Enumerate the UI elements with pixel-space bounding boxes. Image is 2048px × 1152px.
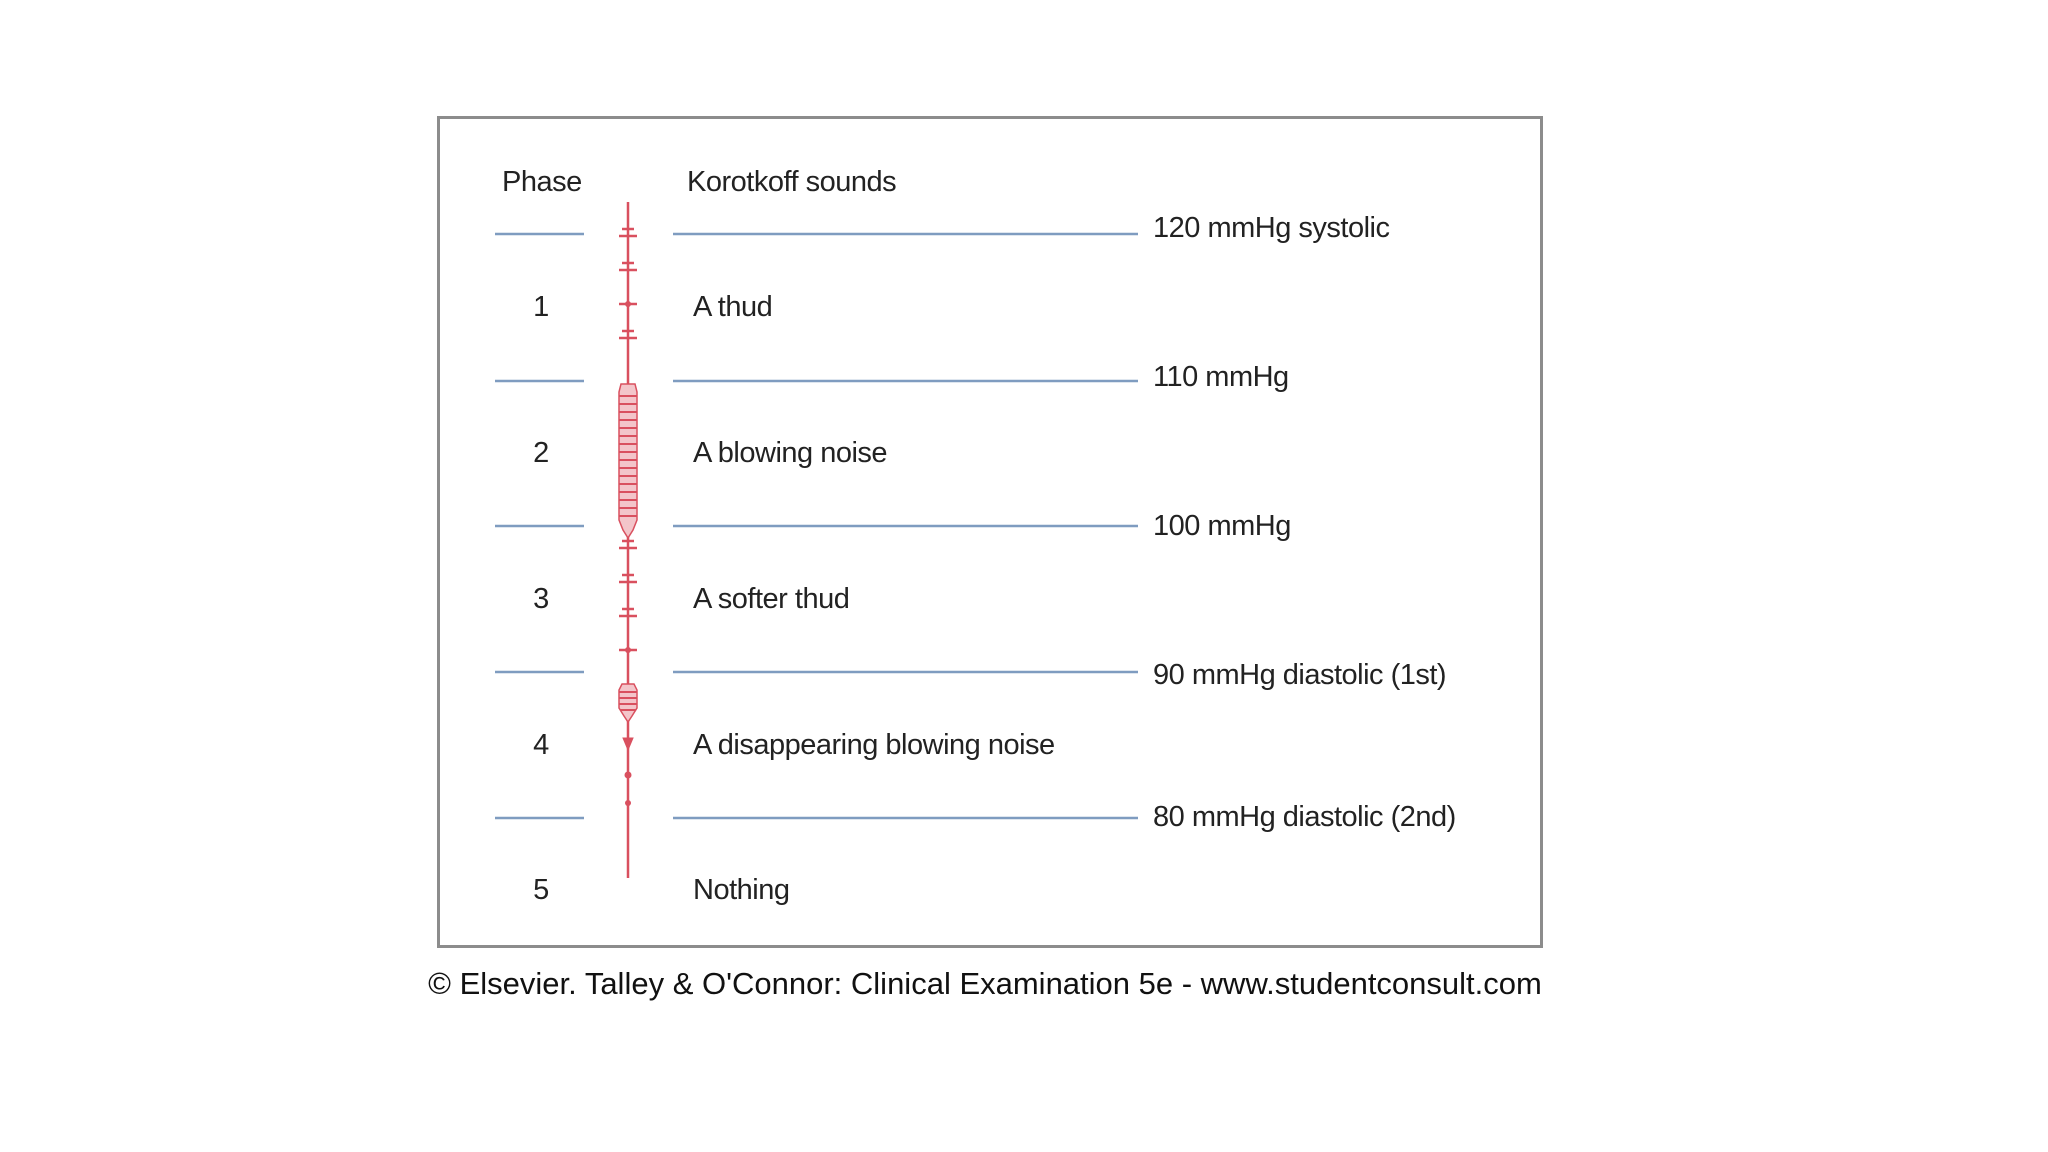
phase-number-1: 1 <box>533 291 549 323</box>
phase-header: Phase <box>502 166 582 198</box>
phase2-blowing-band <box>619 384 637 538</box>
sound-description-1: A thud <box>693 291 773 323</box>
sound-description-5: Nothing <box>693 874 790 906</box>
pressure-label-90: 90 mmHg diastolic (1st) <box>1153 659 1447 691</box>
sound-trace <box>619 202 637 878</box>
pressure-label-110: 110 mmHg <box>1153 361 1289 393</box>
phase-number-5: 5 <box>533 874 549 906</box>
phase-number-4: 4 <box>533 729 549 761</box>
pressure-label-80: 80 mmHg diastolic (2nd) <box>1153 801 1456 833</box>
sound-description-3: A softer thud <box>693 583 850 615</box>
copyright-caption: © Elsevier. Talley & O'Connor: Clinical Examination 5e - www.studentconsult.com <box>428 966 1542 1001</box>
pressure-label-100: 100 mmHg <box>1153 510 1291 542</box>
phase-number-3: 3 <box>533 583 549 615</box>
pressure-label-120: 120 mmHg systolic <box>1153 212 1390 244</box>
sound-description-2: A blowing noise <box>693 437 888 469</box>
sound-description-4: A disappearing blowing noise <box>693 729 1055 761</box>
phase-number-2: 2 <box>533 437 549 469</box>
sounds-header: Korotkoff sounds <box>687 166 897 198</box>
